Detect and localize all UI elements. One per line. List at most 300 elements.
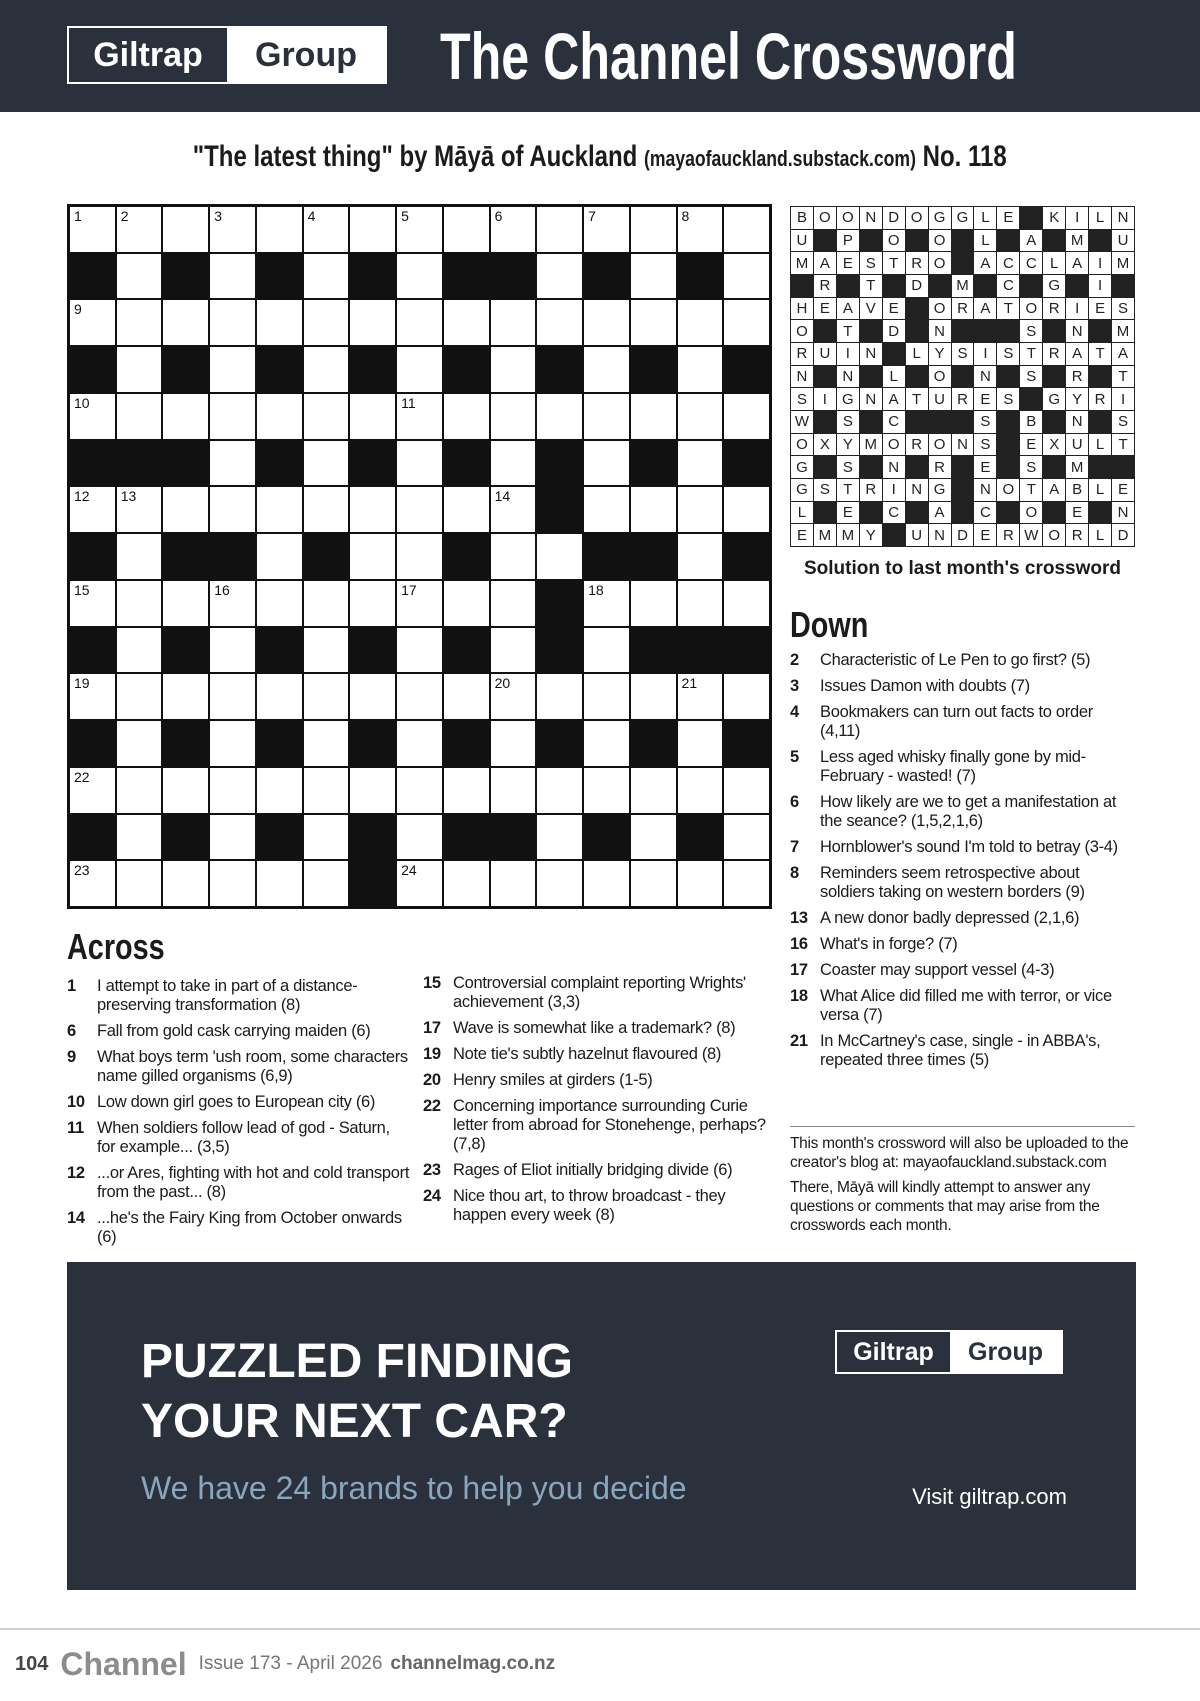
grid-block — [257, 254, 302, 299]
solution-letter: O — [791, 434, 813, 456]
solution-letter: M — [952, 275, 974, 297]
grid-cell[interactable] — [631, 674, 676, 719]
grid-cell[interactable] — [491, 674, 536, 719]
solution-block — [1043, 411, 1065, 433]
grid-block — [537, 487, 582, 532]
grid-block — [724, 441, 769, 486]
solution-letter: G — [952, 207, 974, 229]
grid-cell[interactable] — [257, 581, 302, 626]
grid-cell[interactable] — [210, 254, 255, 299]
grid-cell[interactable] — [210, 394, 255, 439]
grid-cell[interactable] — [117, 768, 162, 813]
grid-cell[interactable] — [304, 721, 349, 766]
grid-cell[interactable] — [491, 721, 536, 766]
solution-letter: S — [1112, 411, 1134, 433]
clue-item — [790, 909, 1135, 928]
grid-block — [257, 815, 302, 860]
ad-headline-line-1: PUZZLED FINDING — [141, 1335, 573, 1388]
grid-cell[interactable] — [584, 674, 629, 719]
grid-cell[interactable] — [537, 768, 582, 813]
clue-text: Bookmakers can turn out facts to order (4,11) — [820, 703, 1093, 740]
grid-cell[interactable] — [537, 207, 582, 252]
solution-block — [906, 411, 928, 433]
grid-cell[interactable] — [584, 300, 629, 345]
clue-text: Henry smiles at girders (1-5) — [453, 1071, 653, 1089]
solution-letter: N — [883, 456, 905, 478]
grid-cell[interactable] — [304, 628, 349, 673]
grid-cell[interactable] — [257, 674, 302, 719]
solution-letter: N — [837, 366, 859, 388]
grid-cell[interactable] — [397, 674, 442, 719]
grid-cell[interactable] — [444, 861, 489, 906]
solution-letter: U — [906, 524, 928, 546]
solution-letter: W — [791, 411, 813, 433]
grid-block — [163, 441, 208, 486]
grid-cell[interactable] — [210, 581, 255, 626]
solution-letter: C — [883, 411, 905, 433]
solution-letter: R — [952, 388, 974, 410]
grid-cell[interactable] — [210, 441, 255, 486]
clue-number: 17 — [423, 1019, 441, 1037]
grid-cell[interactable] — [70, 861, 115, 906]
grid-cell[interactable] — [491, 300, 536, 345]
grid-cell[interactable] — [257, 487, 302, 532]
solution-letter: U — [791, 230, 813, 252]
grid-cell[interactable] — [537, 394, 582, 439]
solution-letter: O — [791, 320, 813, 342]
grid-cell[interactable] — [397, 721, 442, 766]
grid-cell[interactable] — [210, 347, 255, 392]
grid-cell[interactable] — [304, 347, 349, 392]
clue-item — [67, 1164, 412, 1202]
clue-text: Note tie's subtly hazelnut flavoured (8) — [453, 1045, 722, 1063]
grid-cell[interactable] — [163, 300, 208, 345]
solution-block — [1089, 456, 1111, 478]
grid-cell[interactable] — [397, 768, 442, 813]
grid-cell[interactable] — [678, 768, 723, 813]
grid-block — [444, 815, 489, 860]
grid-cell[interactable] — [210, 300, 255, 345]
clue-text: Coaster may support vessel (4-3) — [820, 961, 1055, 979]
solution-letter: W — [1020, 524, 1042, 546]
grid-cell[interactable] — [584, 861, 629, 906]
clue-number: 12 — [74, 488, 90, 505]
grid-cell[interactable] — [257, 534, 302, 579]
solution-letter: E — [883, 298, 905, 320]
across-heading: Across — [67, 926, 165, 967]
grid-cell[interactable] — [397, 254, 442, 299]
grid-cell[interactable] — [678, 300, 723, 345]
clue-text: Wave is somewhat like a trademark? (8) — [453, 1019, 736, 1037]
grid-cell[interactable] — [304, 674, 349, 719]
grid-cell[interactable] — [210, 674, 255, 719]
grid-block — [304, 534, 349, 579]
solution-letter: N — [929, 320, 951, 342]
grid-cell[interactable] — [117, 721, 162, 766]
grid-cell[interactable] — [117, 534, 162, 579]
grid-cell[interactable] — [210, 487, 255, 532]
grid-cell[interactable] — [491, 581, 536, 626]
grid-cell[interactable] — [70, 487, 115, 532]
grid-cell[interactable] — [397, 441, 442, 486]
grid-cell[interactable] — [584, 394, 629, 439]
grid-cell[interactable] — [724, 300, 769, 345]
solution-letter: M — [837, 524, 859, 546]
clue-number: 16 — [214, 581, 230, 598]
solution-letter: N — [1066, 320, 1088, 342]
grid-cell[interactable] — [678, 861, 723, 906]
grid-cell[interactable] — [584, 207, 629, 252]
grid-cell[interactable] — [537, 861, 582, 906]
grid-cell[interactable] — [163, 581, 208, 626]
solution-letter: O — [929, 366, 951, 388]
grid-cell[interactable] — [631, 581, 676, 626]
grid-cell[interactable] — [631, 815, 676, 860]
solution-block — [997, 434, 1019, 456]
grid-cell[interactable] — [117, 300, 162, 345]
grid-cell[interactable] — [257, 768, 302, 813]
solution-letter: I — [1089, 275, 1111, 297]
grid-block — [537, 721, 582, 766]
grid-cell[interactable] — [444, 487, 489, 532]
clue-number: 23 — [74, 862, 90, 879]
solution-letter: B — [791, 207, 813, 229]
solution-letter: R — [906, 434, 928, 456]
solution-block — [883, 343, 905, 365]
grid-cell[interactable] — [117, 861, 162, 906]
clue-number: 10 — [67, 1093, 85, 1111]
solution-letter: D — [883, 207, 905, 229]
solution-letter: N — [1112, 502, 1134, 524]
grid-cell[interactable] — [163, 861, 208, 906]
solution-letter: E — [814, 298, 836, 320]
solution-block — [952, 479, 974, 501]
grid-cell[interactable] — [397, 861, 442, 906]
grid-cell[interactable] — [444, 207, 489, 252]
grid-cell[interactable] — [210, 768, 255, 813]
grid-cell[interactable] — [117, 207, 162, 252]
grid-cell[interactable] — [350, 581, 395, 626]
solution-letter: A — [974, 252, 996, 274]
grid-cell[interactable] — [397, 394, 442, 439]
grid-cell[interactable] — [304, 207, 349, 252]
solution-block — [1089, 320, 1111, 342]
solution-block — [1066, 275, 1088, 297]
grid-cell[interactable] — [350, 768, 395, 813]
grid-cell[interactable] — [631, 487, 676, 532]
clue-number: 17 — [790, 961, 808, 979]
clue-number: 14 — [67, 1209, 85, 1227]
grid-cell[interactable] — [724, 207, 769, 252]
grid-cell[interactable] — [350, 534, 395, 579]
solution-letter: B — [1066, 479, 1088, 501]
solution-block — [1089, 230, 1111, 252]
grid-cell[interactable] — [584, 628, 629, 673]
solution-block — [974, 275, 996, 297]
grid-block — [163, 815, 208, 860]
grid-cell[interactable] — [163, 487, 208, 532]
grid-cell[interactable] — [724, 254, 769, 299]
grid-cell[interactable] — [210, 861, 255, 906]
solution-letter: I — [1089, 252, 1111, 274]
grid-cell[interactable] — [70, 207, 115, 252]
grid-cell[interactable] — [70, 581, 115, 626]
solution-block — [997, 320, 1019, 342]
solution-block — [837, 275, 859, 297]
clue-item — [790, 961, 1135, 980]
grid-cell[interactable] — [444, 300, 489, 345]
solution-letter: S — [1020, 366, 1042, 388]
grid-cell[interactable] — [117, 347, 162, 392]
clue-number: 22 — [423, 1097, 441, 1115]
grid-block — [70, 628, 115, 673]
grid-cell[interactable] — [678, 441, 723, 486]
grid-cell[interactable] — [584, 441, 629, 486]
grid-cell[interactable] — [631, 300, 676, 345]
grid-cell[interactable] — [163, 768, 208, 813]
grid-cell[interactable] — [163, 394, 208, 439]
solution-letter: D — [883, 320, 905, 342]
grid-cell[interactable] — [678, 581, 723, 626]
grid-cell[interactable] — [304, 815, 349, 860]
solution-block — [929, 275, 951, 297]
grid-cell[interactable] — [537, 815, 582, 860]
grid-cell[interactable] — [350, 674, 395, 719]
solution-letter: L — [974, 207, 996, 229]
grid-cell[interactable] — [678, 347, 723, 392]
grid-cell[interactable] — [724, 815, 769, 860]
solution-letter: A — [837, 298, 859, 320]
grid-cell[interactable] — [304, 861, 349, 906]
grid-cell[interactable] — [678, 534, 723, 579]
solution-letter: I — [883, 479, 905, 501]
grid-cell[interactable] — [397, 207, 442, 252]
site-link[interactable]: channelmag.co.nz — [390, 1653, 556, 1674]
grid-cell[interactable] — [724, 487, 769, 532]
grid-cell[interactable] — [210, 721, 255, 766]
page-header — [0, 0, 1200, 112]
solution-letter: K — [1043, 207, 1065, 229]
grid-cell[interactable] — [304, 768, 349, 813]
grid-cell[interactable] — [491, 534, 536, 579]
grid-cell[interactable] — [491, 487, 536, 532]
grid-cell[interactable] — [397, 815, 442, 860]
solution-letter: N — [929, 524, 951, 546]
clue-item — [423, 1097, 775, 1154]
grid-cell[interactable] — [210, 628, 255, 673]
solution-letter: S — [837, 456, 859, 478]
clue-number: 11 — [67, 1119, 84, 1137]
grid-cell[interactable] — [631, 768, 676, 813]
grid-cell[interactable] — [631, 861, 676, 906]
solution-letter: L — [1089, 524, 1111, 546]
grid-cell[interactable] — [257, 207, 302, 252]
puzzle-name: "The latest thing" by Māyā of Auckland — [193, 140, 638, 173]
grid-cell[interactable] — [584, 347, 629, 392]
grid-cell[interactable] — [631, 394, 676, 439]
grid-cell[interactable] — [724, 768, 769, 813]
grid-cell[interactable] — [304, 581, 349, 626]
grid-block — [257, 628, 302, 673]
solution-letter: T — [906, 388, 928, 410]
solution-letter: R — [814, 275, 836, 297]
grid-cell[interactable] — [70, 394, 115, 439]
grid-cell[interactable] — [584, 768, 629, 813]
solution-letter: U — [1066, 434, 1088, 456]
solution-letter: I — [1066, 298, 1088, 320]
solution-letter: O — [1020, 502, 1042, 524]
grid-cell[interactable] — [304, 300, 349, 345]
grid-block — [350, 347, 395, 392]
solution-letter: O — [883, 230, 905, 252]
grid-cell[interactable] — [444, 674, 489, 719]
grid-cell[interactable] — [70, 768, 115, 813]
solution-letter: G — [1043, 275, 1065, 297]
solution-letter: R — [906, 252, 928, 274]
solution-block — [1043, 502, 1065, 524]
solution-letter: R — [1043, 343, 1065, 365]
grid-cell[interactable] — [537, 254, 582, 299]
clue-number: 12 — [67, 1164, 85, 1182]
grid-block — [163, 721, 208, 766]
grid-cell[interactable] — [678, 207, 723, 252]
grid-cell[interactable] — [350, 487, 395, 532]
grid-cell[interactable] — [678, 487, 723, 532]
grid-cell[interactable] — [397, 347, 442, 392]
ad-visit-link[interactable]: Visit giltrap.com — [912, 1484, 1067, 1509]
grid-cell[interactable] — [584, 581, 629, 626]
solution-letter: O — [1043, 524, 1065, 546]
solution-letter: E — [974, 524, 996, 546]
clue-item — [790, 677, 1135, 696]
grid-block — [444, 254, 489, 299]
grid-cell[interactable] — [537, 300, 582, 345]
grid-cell[interactable] — [257, 861, 302, 906]
solution-letter: O — [929, 298, 951, 320]
grid-cell[interactable] — [724, 581, 769, 626]
grid-cell[interactable] — [584, 487, 629, 532]
grid-cell[interactable] — [304, 441, 349, 486]
grid-cell[interactable] — [210, 207, 255, 252]
grid-cell[interactable] — [397, 487, 442, 532]
grid-cell[interactable] — [117, 628, 162, 673]
grid-block — [117, 441, 162, 486]
grid-cell[interactable] — [631, 207, 676, 252]
grid-cell[interactable] — [117, 674, 162, 719]
solution-block — [860, 411, 882, 433]
grid-cell[interactable] — [631, 254, 676, 299]
grid-cell[interactable] — [491, 441, 536, 486]
grid-cell[interactable] — [444, 394, 489, 439]
solution-letter: N — [952, 434, 974, 456]
grid-cell[interactable] — [491, 628, 536, 673]
grid-cell[interactable] — [257, 300, 302, 345]
solution-letter: L — [1089, 479, 1111, 501]
grid-block — [631, 721, 676, 766]
grid-block — [163, 628, 208, 673]
grid-cell[interactable] — [444, 581, 489, 626]
grid-cell[interactable] — [350, 394, 395, 439]
solution-block — [1089, 502, 1111, 524]
grid-cell[interactable] — [117, 394, 162, 439]
solution-block — [906, 320, 928, 342]
grid-cell[interactable] — [724, 674, 769, 719]
grid-cell[interactable] — [678, 721, 723, 766]
solution-letter: I — [974, 343, 996, 365]
grid-block — [257, 721, 302, 766]
grid-cell[interactable] — [678, 674, 723, 719]
grid-cell[interactable] — [491, 347, 536, 392]
solution-letter: C — [883, 502, 905, 524]
grid-cell[interactable] — [304, 394, 349, 439]
grid-cell[interactable] — [350, 300, 395, 345]
grid-cell[interactable] — [70, 300, 115, 345]
grid-cell[interactable] — [397, 628, 442, 673]
grid-block — [724, 721, 769, 766]
grid-cell[interactable] — [444, 768, 489, 813]
solution-block — [860, 502, 882, 524]
solution-block — [1043, 230, 1065, 252]
grid-cell[interactable] — [117, 581, 162, 626]
grid-cell[interactable] — [678, 394, 723, 439]
solution-letter: A — [1112, 343, 1134, 365]
grid-cell[interactable] — [491, 861, 536, 906]
solution-letter: E — [791, 524, 813, 546]
solution-letter: O — [1020, 298, 1042, 320]
grid-cell[interactable] — [397, 581, 442, 626]
grid-cell[interactable] — [304, 254, 349, 299]
grid-cell[interactable] — [304, 487, 349, 532]
solution-letter: G — [837, 388, 859, 410]
grid-cell[interactable] — [117, 254, 162, 299]
clue-number: 3 — [790, 677, 799, 695]
solution-block — [952, 411, 974, 433]
grid-cell[interactable] — [350, 207, 395, 252]
grid-cell[interactable] — [117, 815, 162, 860]
grid-cell[interactable] — [724, 394, 769, 439]
page-title: The Channel Crossword — [440, 19, 1017, 93]
grid-cell[interactable] — [397, 300, 442, 345]
clue-text: In McCartney's case, single - in ABBA's, repeated three times (5) — [820, 1032, 1101, 1069]
solution-block — [1043, 456, 1065, 478]
grid-cell[interactable] — [491, 207, 536, 252]
clue-number: 24 — [401, 862, 417, 879]
grid-cell[interactable] — [491, 768, 536, 813]
grid-cell[interactable] — [397, 534, 442, 579]
grid-cell[interactable] — [491, 394, 536, 439]
grid-cell[interactable] — [163, 207, 208, 252]
grid-cell[interactable] — [163, 674, 208, 719]
solution-block — [860, 366, 882, 388]
solution-block — [974, 320, 996, 342]
grid-cell[interactable] — [70, 674, 115, 719]
grid-block — [631, 347, 676, 392]
grid-cell[interactable] — [257, 394, 302, 439]
clue-number: 14 — [494, 488, 511, 505]
solution-letter: T — [1020, 343, 1042, 365]
grid-cell[interactable] — [117, 487, 162, 532]
grid-cell[interactable] — [537, 534, 582, 579]
grid-cell[interactable] — [584, 721, 629, 766]
grid-cell[interactable] — [724, 861, 769, 906]
grid-cell[interactable] — [537, 674, 582, 719]
grid-cell[interactable] — [210, 815, 255, 860]
solution-letter: L — [1043, 252, 1065, 274]
solution-letter: R — [1043, 298, 1065, 320]
grid-block — [70, 347, 115, 392]
solution-letter: R — [1066, 366, 1088, 388]
grid-block — [70, 815, 115, 860]
